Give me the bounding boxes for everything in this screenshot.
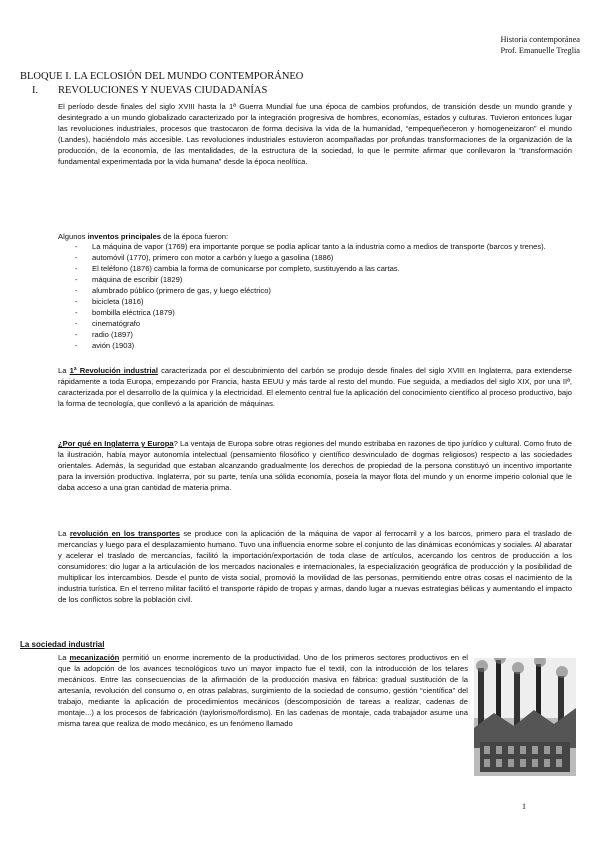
- list-item: - bicicleta (1816): [75, 296, 570, 307]
- transport-paragraph: [58, 528, 572, 605]
- list-item: - El teléfono (1876) cambia la forma de comunicarse por completo, sustituyendo a las cartas.: [75, 263, 570, 274]
- list-item: - radio (1897): [75, 329, 570, 340]
- list-item: - automóvil (1770), primero con motor a carbón y luego a gasolina (1886): [75, 252, 570, 263]
- inventions-lead-bold: inventos principales: [87, 232, 161, 241]
- society-heading: La sociedad industrial: [20, 640, 105, 649]
- transport-term: revolución en los transportes: [69, 529, 180, 538]
- mechanization-term: mecanización: [69, 653, 120, 662]
- revolution-text: caracterizada por el descubrimiento del carbón se produjo desde finales del siglo XVIII en Inglaterra, para extenderse rápidamente a toda Europa, empezando por Francia, hasta EEUU y más tarde al resto del mundo. Fue seguida, a mediados del siglo XIX, por una IIª, caracterizada por el desarrollo de la química y la electricidad. El elemento central fue la aplicación del conocimiento científico al proceso productivo, bajo la forma de tecnología, que conllevó a la aparición de máquinas.: [58, 366, 573, 409]
- list-item: - avión (1903): [75, 340, 570, 351]
- mechanization-text: permitió un enorme incremento de la productividad. Uno de los primeros sectores productivos en el que la adopción de los avances tecnológicos tuvo un mayor impacto fue el textil, con la introducción de los telares mecánicos. Entre las consecuencias de la afirmación de la producción masiva en fábrica: gradual sustitución de la artesanía, revolución del consumo o, en otras palabras, surgimiento de la sociedad de consumo, gestión “científica” del trabajo, mediante la aplicación de procedimientos mecánicos (descomposición de tareas a realizar, cadenas de montaje...) a los procesos de fabricación (taylorismo/fordismo). En las cadenas de montaje, cada trabajador asume una misma tarea que realiza de modo mecánico, es un fenómeno llamado: [58, 653, 468, 729]
- revolution-term: 1ª Revolución industrial: [69, 366, 158, 375]
- page-number: 1: [522, 802, 526, 811]
- course-name: Historia contemporánea: [500, 35, 580, 44]
- intro-paragraph: El período desde finales del siglo XVIII hasta la 1ª Guerra Mundial fue una época de cambios profundos, de transición desde un mundo grande y desintegrado a un mundo globalizado caracterizado por la integración progresiva de hombres, economías, estados y culturas. Tuvieron entonces lugar las revoluciones industriales, procesos que trastocaron de forma decisiva la vida de la humanidad, “empequeñeceron y homogeneizaron” el mundo (Landes), haciéndolo más accesible. Las revoluciones industriales estuvieron acompañadas por profundas transformaciones de la organización de la producción, de la economía, de las mentalidades, de la estructura de la sociedad, lo que le permite afirmar que conllevaron la “transformación fundamental experimentada por la vida humana” desde la época neolítica.: [58, 102, 572, 167]
- why-england-paragraph: [58, 438, 572, 493]
- professor-name: Prof. Emanuelle Treglia: [500, 46, 580, 55]
- why-england-text: ? La ventaja de Europa sobre otras regiones del mundo estribaba en razones de tipo jurídico y cultural. Como fruto de la ilustración, había mayor autonomía intelectual (pensamiento filosófico y científico desvinculado de dogmas religiosos) respecto a las sociedades orientales. Además, la seguridad que estaban alcanzando gradualmente los derechos de propiedad de la persona constituyó un incentivo importante para la inversión productiva. Inglaterra, por su parte, tenía una sólida economía, poseía la mayor flota del mundo y un enorme imperio colonial que le daba acceso a una gran cantidad de materia prima.: [58, 439, 572, 493]
- section-title: [32, 85, 267, 96]
- inventions-lead-post: de la época fueron:: [161, 232, 229, 241]
- section-numeral: I.: [32, 85, 39, 96]
- list-item: - alumbrado público (primero de gas, y luego eléctrico): [75, 285, 570, 296]
- list-item: - bombilla eléctrica (1879): [75, 307, 570, 318]
- list-item: - cinematógrafo: [75, 318, 570, 329]
- list-item: - máquina de escribir (1829): [75, 274, 570, 285]
- section-title-text: REVOLUCIONES Y NUEVAS CIUDADANÍAS: [58, 85, 268, 96]
- mechanization-pre: La: [58, 653, 70, 662]
- why-england-term: ¿Por qué en Inglaterra y Europa: [58, 439, 174, 448]
- document-header: [500, 34, 580, 56]
- mechanization-paragraph: [58, 652, 468, 729]
- block-title: BLOQUE I. LA ECLOSIÓN DEL MUNDO CONTEMPORÁNEO: [20, 71, 304, 82]
- inventions-list: [75, 241, 570, 351]
- inventions-lead-pre: Algunos: [58, 232, 88, 241]
- transport-text: se produce con la aplicación de la máquina de vapor al ferrocarril y a los barcos, primero para el traslado de mercancías y luego para el desplazamiento humano. Tuvo una influencia enorme sobre el conjunto de las dinámicas económicas y sociales. Al abaratar y acelerar el traslado de mercancías, facilitó la importación/exportación de toda clase de artículos, acercando los centros de producción a los consumidores: dio lugar a la articulación de los mercados nacionales e internacionales, la especialización geográfica de producción y la posibilidad de multiplicar los intercambios. Desde el punto de vista social, promovió la movilidad de las personas, permitiendo entre otras cosas el nacimiento de la industria turística. En el terreno militar facilitó el transporte rápido de tropas y armas, dando lugar a nuevas estrategias bélicas y aumentando el impacto de los conflictos sobre la población civil.: [58, 529, 572, 605]
- revolution-paragraph: [58, 365, 572, 409]
- factory-illustration: [474, 658, 576, 776]
- transport-pre: La: [58, 529, 70, 538]
- list-item: - La máquina de vapor (1769) era importante porque se podía aplicar tanto a la industria como a medios de transporte (barcos y trenes).: [75, 241, 570, 252]
- revolution-pre: La: [58, 366, 70, 375]
